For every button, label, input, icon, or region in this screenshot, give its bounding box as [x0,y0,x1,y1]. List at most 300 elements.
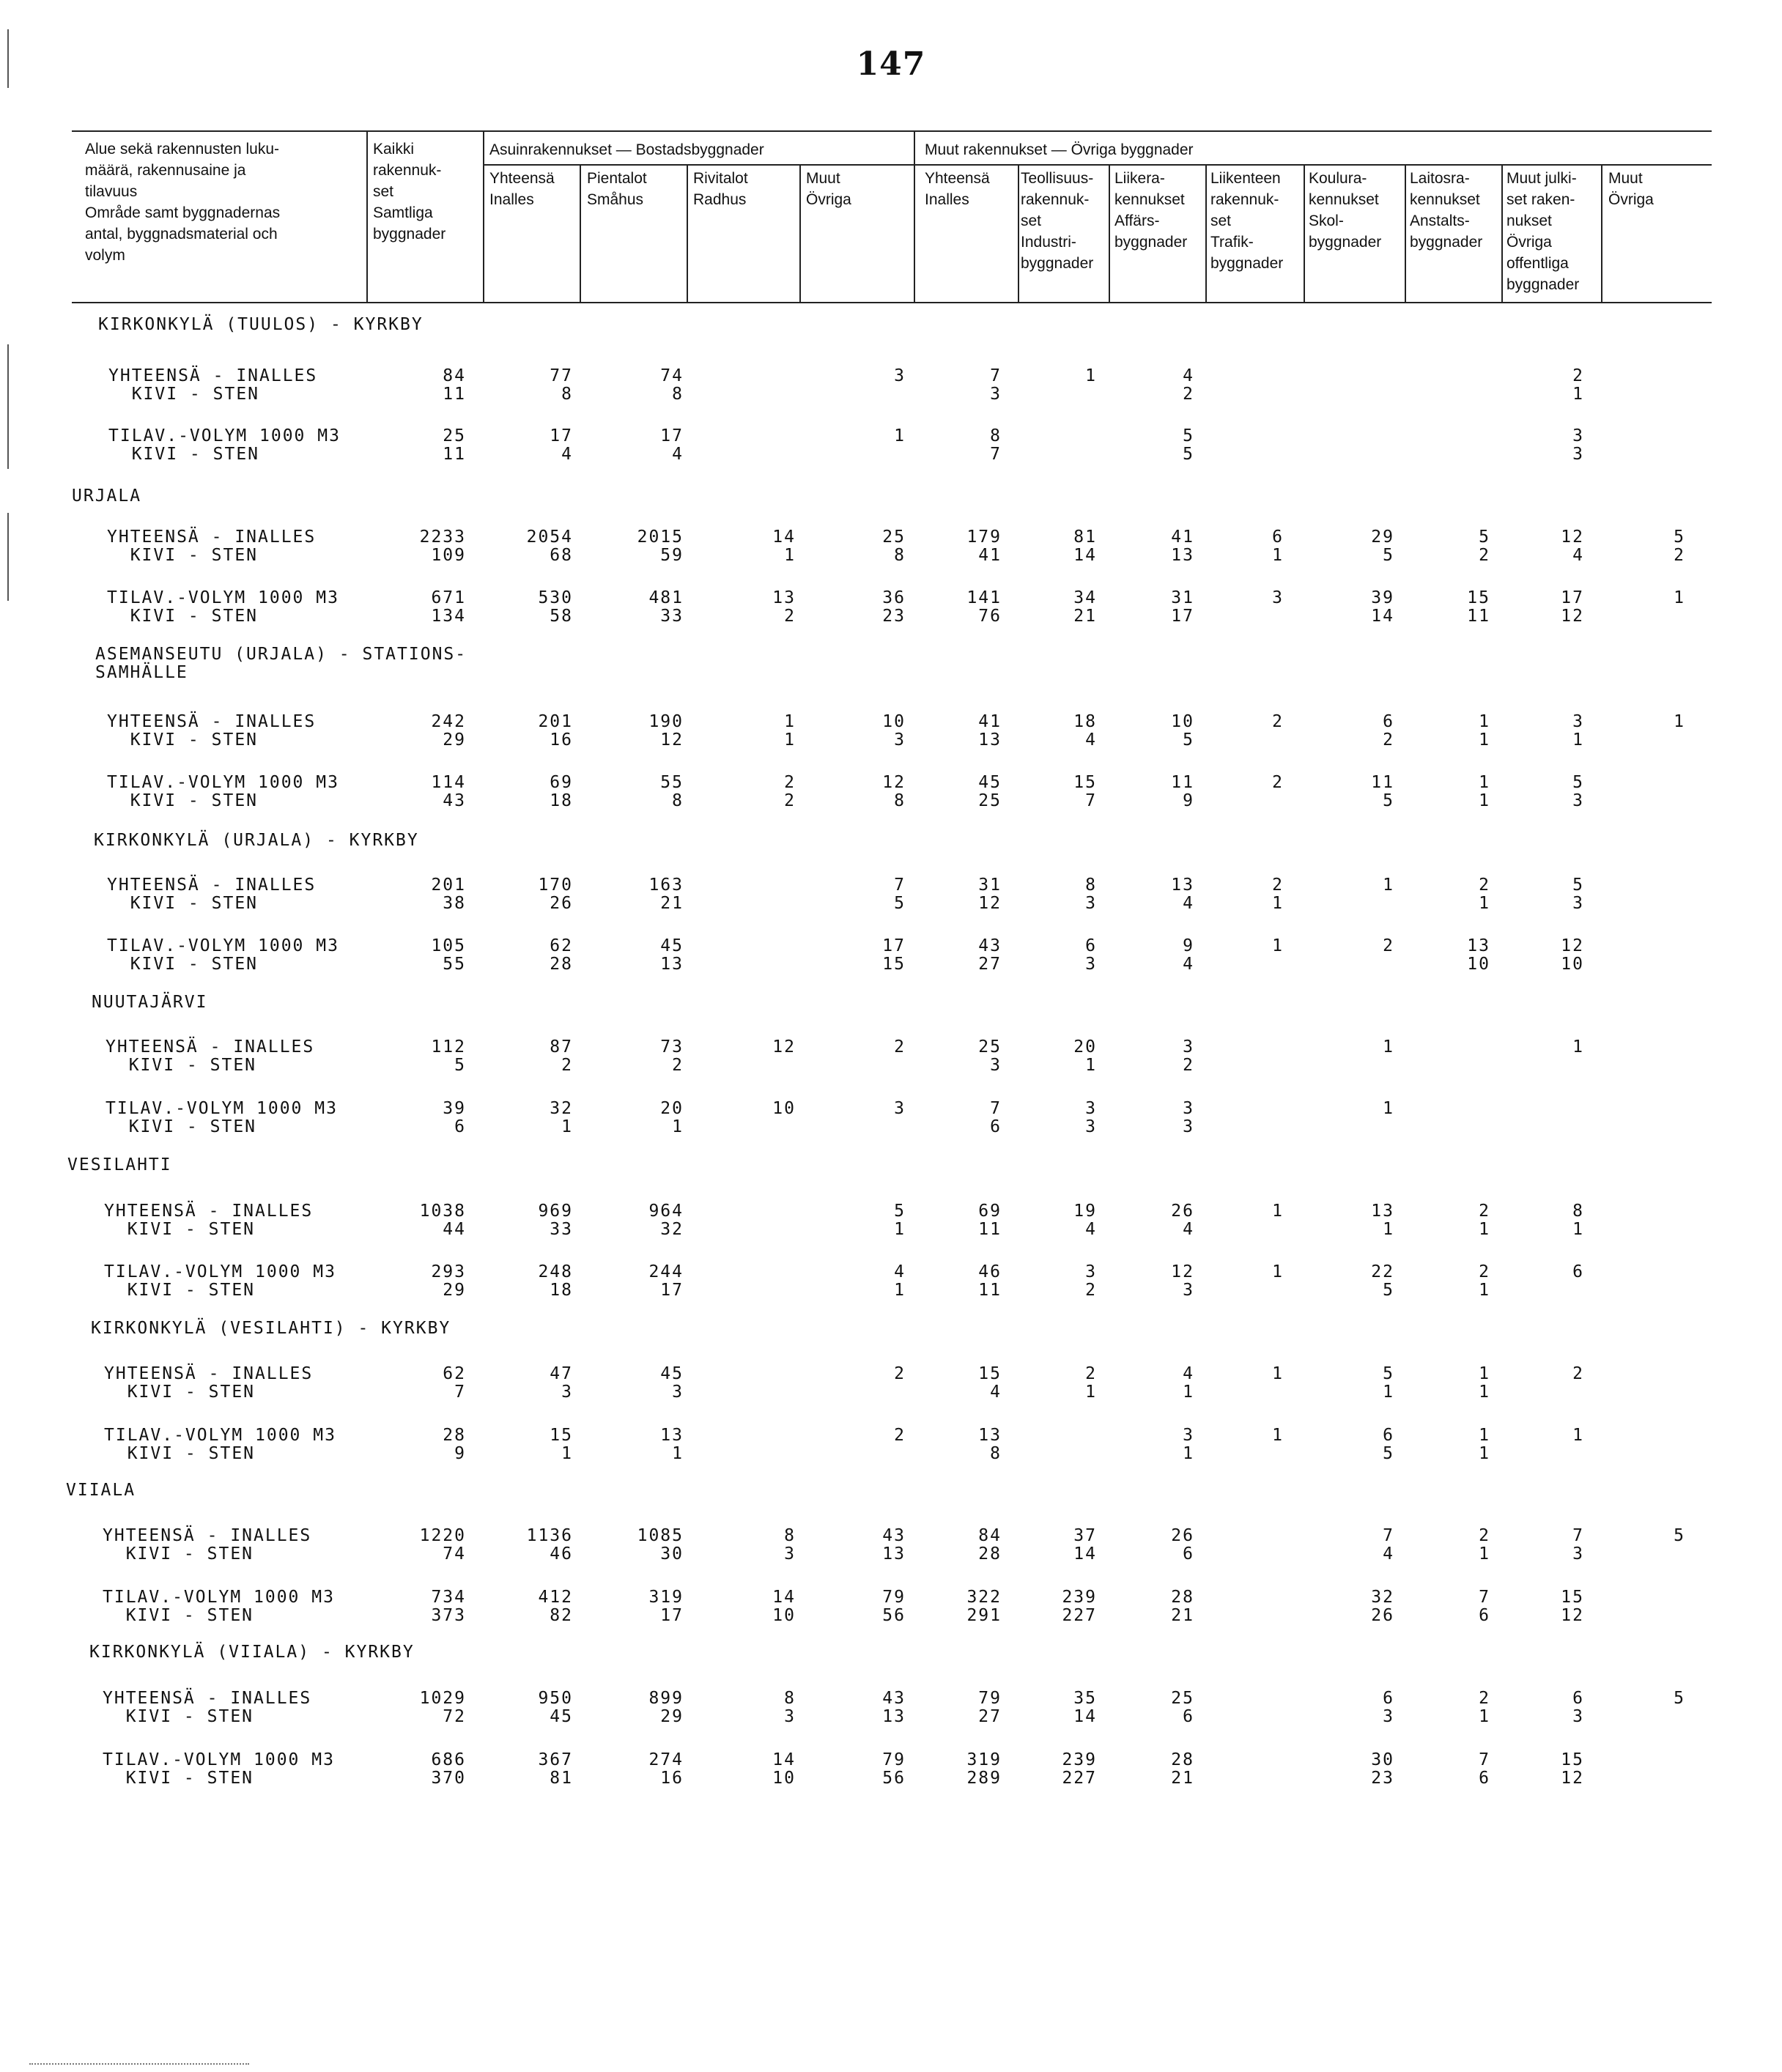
table-cell: 26 [1171,1526,1194,1545]
table-cell: 45 [978,773,1002,792]
table-cell: 319 [966,1750,1002,1769]
row-label: KIVI - STEN [106,1117,257,1136]
table-cell: 1 [1272,1364,1284,1383]
table-cell: 4 [1183,366,1194,385]
table-cell: 5 [1572,876,1584,895]
table-cell: 3 [1572,1544,1584,1564]
table-cell: 481 [648,588,684,607]
header-group-rule [483,164,1712,166]
table-cell: 1 [1479,773,1490,792]
table-cell: 10 [1561,955,1584,974]
table-cell: 2 [784,607,796,626]
table-cell: 13 [978,730,1002,750]
table-cell: 1 [784,712,796,731]
table-cell: 43 [978,936,1002,955]
table-cell: 69 [978,1202,1002,1221]
table-cell: 6 [1383,1689,1394,1708]
table-cell: 1 [1479,1444,1490,1463]
table-cell: 5 [1183,426,1194,445]
table-cell: 3 [1572,1707,1584,1726]
table-cell: 30 [1371,1750,1394,1769]
table-cell: 109 [431,546,466,565]
table-cell: 74 [443,1544,466,1564]
table-cell: 12 [882,773,906,792]
table-cell: 242 [431,712,466,731]
table-cell: 274 [648,1750,684,1769]
table-cell: 32 [1371,1588,1394,1607]
table-cell: 293 [431,1262,466,1281]
table-cell: 7 [1479,1588,1490,1607]
table-cell: 1 [1479,1281,1490,1300]
table-cell: 1 [1383,1220,1394,1239]
table-cell: 12 [1171,1262,1194,1281]
table-cell: 1 [1272,1426,1284,1445]
table-cell: 3 [1572,894,1584,913]
table-cell: 1 [1183,1444,1194,1463]
table-cell: 1085 [637,1526,684,1545]
row-label: KIVI - STEN [103,1707,254,1726]
table-cell: 3 [1085,955,1097,974]
row-label: TILAV.-VOLYM 1000 M3 [107,773,339,792]
header-divider [1205,164,1207,302]
table-cell: 3 [1085,1262,1097,1281]
table-cell: 2 [1479,876,1490,895]
table-cell: 17 [1171,607,1194,626]
table-cell: 2 [1272,712,1284,731]
table-cell: 2 [1479,1689,1490,1708]
table-cell: 1029 [419,1689,466,1708]
table-cell: 2015 [637,528,684,547]
table-cell: 2 [1383,936,1394,955]
table-cell: 2054 [526,528,573,547]
table-cell: 15 [1561,1588,1584,1607]
table-cell: 14 [772,1750,796,1769]
section-title: KIRKONKYLÄ (VIIALA) - KYRKBY [89,1643,415,1662]
table-cell: 41 [1171,528,1194,547]
table-cell: 1 [1479,712,1490,731]
table-cell: 2 [1479,1262,1490,1281]
table-cell: 1 [1085,366,1097,385]
table-cell: 734 [431,1588,466,1607]
table-cell: 5 [1383,546,1394,565]
table-cell: 21 [1171,1769,1194,1788]
table-row [0,773,1782,792]
table-cell: 1 [1183,1383,1194,1402]
margin-rule [7,513,9,601]
header-top-rule [72,130,1712,132]
table-cell: 4 [1572,546,1584,565]
table-cell: 2 [894,1037,906,1057]
row-label: KIVI - STEN [104,1220,256,1239]
table-cell: 141 [966,588,1002,607]
table-cell: 10 [772,1099,796,1118]
table-cell: 12 [978,894,1002,913]
table-cell: 170 [538,876,573,895]
table-cell: 34 [1073,588,1097,607]
table-cell: 56 [882,1769,906,1788]
table-cell: 5 [894,1202,906,1221]
table-cell: 114 [431,773,466,792]
table-cell: 45 [660,936,684,955]
table-cell: 8 [672,385,684,404]
table-cell: 16 [660,1769,684,1788]
table-cell: 5 [1383,1281,1394,1300]
header-divider [687,164,688,302]
row-label: KIVI - STEN [104,1383,256,1402]
table-cell: 20 [1073,1037,1097,1057]
header-col: Yhteensä Inalles [489,170,555,208]
table-row [0,445,1782,464]
table-cell: 28 [1171,1750,1194,1769]
table-cell: 5 [1183,730,1194,750]
table-cell: 13 [660,955,684,974]
header-divider [1405,164,1406,302]
table-cell: 12 [1561,528,1584,547]
table-cell: 22 [1371,1262,1394,1281]
table-cell: 18 [550,1281,573,1300]
table-cell: 33 [660,607,684,626]
table-cell: 69 [550,773,573,792]
table-cell: 2 [1085,1281,1097,1300]
table-cell: 76 [978,607,1002,626]
table-cell: 15 [1561,1750,1584,1769]
table-cell: 8 [784,1526,796,1545]
table-cell: 12 [660,730,684,750]
table-cell: 248 [538,1262,573,1281]
table-cell: 32 [660,1220,684,1239]
table-cell: 18 [550,791,573,810]
table-row [0,366,1782,385]
table-cell: 31 [1171,588,1194,607]
table-cell: 7 [1085,791,1097,810]
table-cell: 1 [672,1444,684,1463]
table-cell: 3 [1272,588,1284,607]
table-cell: 244 [648,1262,684,1281]
header-divider [914,130,915,302]
table-cell: 3 [894,730,906,750]
table-row [0,1117,1782,1136]
table-cell: 62 [550,936,573,955]
table-cell: 25 [882,528,906,547]
table-cell: 530 [538,588,573,607]
table-cell: 1 [1479,1426,1490,1445]
header-divider [366,130,368,302]
table-cell: 1 [1572,1220,1584,1239]
table-cell: 112 [431,1037,466,1057]
table-cell: 6 [1572,1689,1584,1708]
row-label: YHTEENSÄ - INALLES [107,876,317,895]
table-cell: 84 [443,366,466,385]
table-cell: 3 [1085,1117,1097,1136]
table-cell: 17 [550,426,573,445]
table-cell: 1 [1572,1037,1584,1057]
table-cell: 29 [443,730,466,750]
row-label: KIVI - STEN [108,445,260,464]
table-cell: 17 [882,936,906,955]
table-cell: 27 [978,1707,1002,1726]
table-cell: 4 [1183,1220,1194,1239]
table-cell: 1 [561,1117,573,1136]
table-cell: 23 [882,607,906,626]
table-cell: 163 [648,876,684,895]
table-cell: 13 [660,1426,684,1445]
table-cell: 5 [1383,1444,1394,1463]
table-cell: 43 [443,791,466,810]
table-cell: 5 [1572,773,1584,792]
table-cell: 6 [1272,528,1284,547]
table-cell: 12 [1561,936,1584,955]
row-label: KIVI - STEN [103,1544,254,1564]
table-cell: 1 [1572,1426,1584,1445]
table-row [0,528,1782,547]
table-cell: 38 [443,894,466,913]
row-label: YHTEENSÄ - INALLES [103,1689,312,1708]
table-cell: 8 [894,791,906,810]
section-title: ASEMANSEUTU (URJALA) - STATIONS- [95,645,467,664]
table-row [0,791,1782,810]
table-cell: 17 [660,1606,684,1625]
table-cell: 412 [538,1588,573,1607]
table-cell: 81 [550,1769,573,1788]
table-cell: 14 [1073,1544,1097,1564]
table-cell: 370 [431,1769,466,1788]
table-cell: 7 [990,366,1002,385]
table-cell: 58 [550,607,573,626]
header-col: Yhteensä Inalles [925,170,990,208]
table-cell: 77 [550,366,573,385]
table-cell: 5 [1674,1526,1685,1545]
table-row [0,955,1782,974]
table-cell: 18 [1073,712,1097,731]
table-cell: 15 [978,1364,1002,1383]
row-label: KIVI - STEN [103,1769,254,1788]
table-cell: 899 [648,1689,684,1708]
header-col: Koulura- kennukset Skol- byggnader [1309,170,1382,251]
table-cell: 20 [660,1099,684,1118]
table-row [0,712,1782,731]
table-cell: 41 [978,546,1002,565]
table-cell: 7 [1383,1526,1394,1545]
table-cell: 5 [1183,445,1194,464]
table-cell: 3 [990,385,1002,404]
table-cell: 11 [978,1281,1002,1300]
table-cell: 55 [443,955,466,974]
table-cell: 1 [561,1444,573,1463]
row-label: KIVI - STEN [107,955,259,974]
table-row [0,1426,1782,1445]
table-cell: 37 [1073,1526,1097,1545]
table-cell: 84 [978,1526,1002,1545]
table-cell: 72 [443,1707,466,1726]
table-row [0,1707,1782,1726]
table-cell: 79 [882,1750,906,1769]
header-bottom-rule [72,302,1712,303]
section-title: KIRKONKYLÄ (URJALA) - KYRKBY [94,831,419,850]
margin-rule [7,29,9,88]
table-cell: 190 [648,712,684,731]
section-title: VIIALA [66,1481,136,1500]
table-cell: 8 [561,385,573,404]
table-cell: 8 [990,1444,1002,1463]
row-label: TILAV.-VOLYM 1000 M3 [107,588,339,607]
table-cell: 3 [1183,1037,1194,1057]
table-cell: 2 [1183,1056,1194,1075]
table-cell: 1 [1479,894,1490,913]
table-cell: 2 [1674,546,1685,565]
table-cell: 2 [1085,1364,1097,1383]
table-cell: 12 [1561,607,1584,626]
table-cell: 319 [648,1588,684,1607]
table-cell: 59 [660,546,684,565]
table-cell: 2 [1572,366,1584,385]
table-row [0,876,1782,895]
table-cell: 1 [1272,936,1284,955]
row-label: KIVI - STEN [107,546,259,565]
table-row [0,1588,1782,1607]
table-cell: 2 [1479,546,1490,565]
row-label: TILAV.-VOLYM 1000 M3 [104,1426,336,1445]
table-cell: 2 [894,1364,906,1383]
table-cell: 367 [538,1750,573,1769]
table-cell: 6 [1183,1544,1194,1564]
table-cell: 14 [1371,607,1394,626]
row-label: KIVI - STEN [104,1281,256,1300]
table-cell: 2 [1479,1202,1490,1221]
table-cell: 13 [1171,876,1194,895]
header-col: Rivitalot Radhus [693,170,748,208]
table-cell: 5 [1479,528,1490,547]
table-cell: 4 [1085,1220,1097,1239]
table-cell: 969 [538,1202,573,1221]
table-cell: 33 [550,1220,573,1239]
table-cell: 2 [784,791,796,810]
row-label: YHTEENSÄ - INALLES [104,1202,314,1221]
table-cell: 1 [1272,1262,1284,1281]
table-cell: 950 [538,1689,573,1708]
table-cell: 14 [772,528,796,547]
table-cell: 179 [966,528,1002,547]
table-cell: 7 [894,876,906,895]
table-cell: 17 [660,426,684,445]
table-cell: 74 [660,366,684,385]
table-cell: 30 [660,1544,684,1564]
header-divider [1501,164,1503,302]
table-cell: 3 [894,366,906,385]
table-cell: 1 [1272,546,1284,565]
table-cell: 3 [561,1383,573,1402]
row-label: YHTEENSÄ - INALLES [107,712,317,731]
row-label: YHTEENSÄ - INALLES [107,528,317,547]
table-cell: 239 [1062,1588,1097,1607]
row-label: KIVI - STEN [103,1606,254,1625]
header-col: Liikera- kennukset Affärs- byggnader [1114,170,1188,251]
table-cell: 79 [882,1588,906,1607]
table-cell: 7 [454,1383,466,1402]
section-title: VESILAHTI [67,1155,172,1174]
row-label: KIVI - STEN [107,607,259,626]
row-label: TILAV.-VOLYM 1000 M3 [104,1262,336,1281]
table-cell: 2233 [419,528,466,547]
table-cell: 13 [1171,546,1194,565]
margin-rule [7,344,9,469]
table-cell: 3 [1572,791,1584,810]
table-cell: 31 [978,876,1002,895]
row-label: YHTEENSÄ - INALLES [106,1037,315,1057]
table-row [0,1383,1782,1402]
table-cell: 8 [894,546,906,565]
table-cell: 4 [1085,730,1097,750]
table-cell: 2 [672,1056,684,1075]
section-title: KIRKONKYLÄ (VESILAHTI) - KYRKBY [91,1319,451,1338]
row-label: YHTEENSÄ - INALLES [108,366,318,385]
row-label: YHTEENSÄ - INALLES [104,1364,314,1383]
table-row [0,1444,1782,1463]
table-cell: 15 [1467,588,1490,607]
table-cell: 4 [894,1262,906,1281]
table-cell: 686 [431,1750,466,1769]
table-cell: 3 [784,1544,796,1564]
table-cell: 28 [443,1426,466,1445]
table-cell: 3 [1085,1099,1097,1118]
table-cell: 289 [966,1769,1002,1788]
section-title: URJALA [72,486,142,506]
table-cell: 1 [1479,1544,1490,1564]
table-row [0,1364,1782,1383]
table-cell: 7 [990,1099,1002,1118]
table-cell: 2 [1183,385,1194,404]
table-row [0,1220,1782,1239]
table-row [0,1750,1782,1769]
table-cell: 5 [1674,1689,1685,1708]
table-cell: 21 [1073,607,1097,626]
row-label: KIVI - STEN [107,894,259,913]
header-stub: Alue sekä rakennusten luku- määrä, rakennusaine ja tilavuus Område samt byggnadernas antal, byggnadsmaterial och volym [85,141,281,264]
table-cell: 29 [660,1707,684,1726]
table-cell: 2 [1479,1526,1490,1545]
table-cell: 11 [443,385,466,404]
table-cell: 7 [1572,1526,1584,1545]
table-cell: 45 [550,1707,573,1726]
table-cell: 8 [672,791,684,810]
table-cell: 2 [1383,730,1394,750]
table-cell: 10 [1171,712,1194,731]
header-divider [799,164,801,302]
table-cell: 1 [1383,1037,1394,1057]
table-cell: 16 [550,730,573,750]
table-cell: 2 [784,773,796,792]
table-cell: 5 [1383,1364,1394,1383]
table-cell: 3 [1183,1117,1194,1136]
table-row [0,426,1782,445]
table-cell: 43 [882,1689,906,1708]
table-cell: 15 [1073,773,1097,792]
table-cell: 1 [1383,1099,1394,1118]
table-cell: 6 [454,1117,466,1136]
table-cell: 1 [1572,385,1584,404]
table-cell: 4 [990,1383,1002,1402]
table-cell: 1 [1674,712,1685,731]
table-cell: 13 [1371,1202,1394,1221]
row-label: TILAV.-VOLYM 1000 M3 [107,936,339,955]
table-cell: 1 [894,1281,906,1300]
table-cell: 56 [882,1606,906,1625]
table-cell: 15 [882,955,906,974]
table-cell: 29 [1371,528,1394,547]
table-cell: 9 [1183,791,1194,810]
table-cell: 3 [894,1099,906,1118]
table-cell: 3 [1572,445,1584,464]
table-cell: 6 [1479,1606,1490,1625]
